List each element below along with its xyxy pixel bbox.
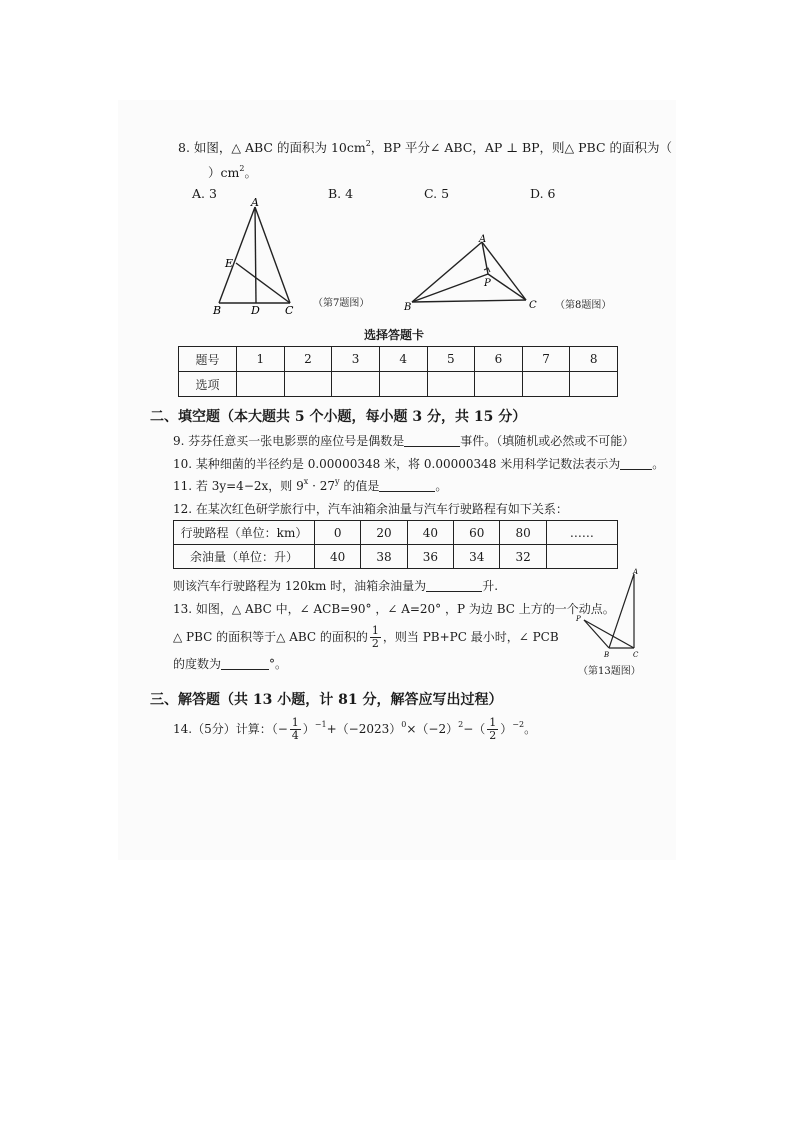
q14-paren2: ） — [500, 722, 513, 736]
q8-line2-text: ）cm — [208, 165, 240, 180]
section3-heading: 三、解答题（共 13 小题，计 81 分，解答应写出过程） — [150, 692, 503, 708]
q12-question — [173, 577, 498, 594]
answer-card-title: 选择答题卡 — [364, 328, 425, 342]
answer-card-table — [178, 346, 618, 397]
q12-row2-label: 余油量（单位：升） — [174, 545, 315, 569]
fig7-segment-ec — [236, 263, 290, 303]
fig13-segment-pb — [584, 620, 609, 648]
q12-distance-cell: 0 — [315, 521, 361, 545]
fig7-label-c: C — [285, 304, 294, 317]
q14-paren1: ） — [302, 722, 315, 736]
q13-frac-denominator: 2 — [371, 637, 379, 650]
q13-line3-end: °。 — [269, 657, 288, 671]
fig8-segment-bp — [412, 274, 488, 302]
q12-question-end: 升. — [482, 579, 499, 593]
fig8-side-bc — [412, 300, 526, 302]
q9-text: 9. 芬芬任意买一张电影票的座位号是偶数是 — [173, 434, 405, 448]
q14-exp1: −1 — [314, 720, 327, 729]
q12-distance-cell: …… — [546, 521, 617, 545]
answer-card-answer-cell[interactable] — [570, 372, 618, 397]
q12-distance-cell: 80 — [500, 521, 546, 545]
fig8-label-b: B — [404, 302, 412, 313]
q14-frac2-denominator: 2 — [489, 729, 497, 742]
answer-card-answer-cell[interactable] — [427, 372, 475, 397]
q11-text-mid: · 27 — [308, 479, 335, 493]
q14 — [173, 715, 536, 743]
answer-card-answer-cell[interactable] — [522, 372, 570, 397]
fig8-side-ac — [482, 242, 526, 300]
q8-text-rest: ，BP 平分∠ ABC，AP ⊥ BP，则△ PBC 的面积为（ — [370, 140, 673, 155]
q8-option-a: A. 3 — [192, 186, 217, 201]
q10 — [173, 455, 664, 472]
q12-fuel-cell: 34 — [454, 545, 500, 569]
q13-line2 — [173, 624, 559, 650]
q10-text-end: 。 — [652, 457, 665, 471]
q12-row1-label: 行驶路程（单位：km） — [174, 521, 315, 545]
answer-card-answer-cell[interactable] — [237, 372, 285, 397]
fig7-label-e: E — [225, 257, 234, 270]
q12-distance-cell: 20 — [361, 521, 407, 545]
q11 — [173, 477, 447, 494]
fig8-segment-pc — [488, 274, 526, 300]
q11-text: 11. 若 3y=4−2x，则 9 — [173, 479, 304, 493]
q11-text-post: 的值是 — [339, 479, 380, 493]
q13-line1: 13. 如图，△ ABC 中，∠ ACB=90° ，∠ A=20° ，P 为边 BC 上方的一个动点。 — [173, 602, 615, 616]
fig8-caption: （第8题图） — [555, 300, 612, 311]
q13-line3 — [173, 655, 287, 672]
q14-fraction-half — [487, 717, 498, 742]
fig8-label-c: C — [529, 300, 537, 311]
fig7-segment-ad — [255, 207, 256, 303]
q8-option-b: B. 4 — [328, 186, 354, 201]
q12-fuel-cell: 32 — [500, 545, 546, 569]
answer-card-number: 7 — [522, 347, 570, 372]
q14-frac2-numerator: 1 — [489, 716, 497, 729]
answer-card-number: 3 — [332, 347, 380, 372]
q8-line1 — [178, 138, 672, 156]
q12-fuel-cell: 38 — [361, 545, 407, 569]
answer-card-number: 2 — [284, 347, 332, 372]
fig7-label-a: A — [251, 196, 259, 209]
q13-answer-blank[interactable] — [221, 657, 269, 670]
fig7-side-ac — [255, 207, 290, 303]
section2-heading: 二、填空题（本大题共 5 个小题，每小题 3 分，共 15 分） — [150, 409, 527, 425]
answer-card-answer-cell[interactable] — [284, 372, 332, 397]
q11-answer-blank[interactable] — [379, 479, 435, 492]
q8-line2 — [208, 163, 257, 181]
q8-line2-end: 。 — [244, 165, 257, 180]
answer-card-row-label: 选项 — [179, 372, 237, 397]
answer-card-number: 8 — [570, 347, 618, 372]
q14-frac1-numerator: 1 — [291, 716, 299, 729]
q14-term4: −（ — [463, 722, 486, 736]
q11-exp-y: y — [334, 477, 340, 486]
figure-8 — [400, 230, 550, 315]
q8-sup: 2 — [365, 139, 371, 148]
q8-option-c: C. 5 — [424, 186, 450, 201]
q13-line2-end: ，则当 PB+PC 最小时，∠ PCB — [382, 630, 559, 644]
fig8-label-a: A — [479, 234, 487, 245]
q14-exp4: −2 — [512, 720, 525, 729]
q12-question-text: 则该汽车行驶路程为 120km 时，油箱余油量为 — [173, 579, 427, 593]
q12-distance-cell: 60 — [454, 521, 500, 545]
fig7-caption: （第7题图） — [313, 298, 370, 309]
q14-frac1-denominator: 4 — [291, 729, 299, 742]
fig13-label-p: P — [576, 615, 581, 623]
q8-line2-sup: 2 — [239, 164, 245, 173]
q14-end: 。 — [524, 722, 537, 736]
q11-text-end: 。 — [435, 479, 448, 493]
q11-exp-x: x — [303, 477, 309, 486]
figure-7 — [205, 195, 310, 320]
q14-exp2: 0 — [401, 720, 407, 729]
figure-13 — [572, 568, 644, 660]
answer-card-answer-cell[interactable] — [332, 372, 380, 397]
q12-fuel-cell: 36 — [407, 545, 453, 569]
fig7-label-b: B — [213, 304, 222, 317]
answer-card-number: 1 — [237, 347, 285, 372]
q14-exp3: 2 — [458, 720, 464, 729]
fig8-label-p: P — [484, 278, 491, 289]
fig8-side-ab — [412, 242, 482, 302]
q12-fuel-cell: 40 — [315, 545, 361, 569]
q14-term2: +（−2023） — [326, 722, 402, 736]
fig13-label-c: C — [633, 651, 639, 659]
q9 — [173, 432, 634, 449]
q12-intro: 12. 在某次红色研学旅行中，汽车油箱余油量与汽车行驶路程有如下关系： — [173, 502, 568, 516]
q9-answer-blank[interactable] — [404, 434, 460, 447]
q9-text-end: 事件。（填随机或必然或不可能） — [460, 434, 635, 448]
answer-card-number: 6 — [475, 347, 523, 372]
q13-line3-text: 的度数为 — [173, 657, 222, 671]
q14-fraction-quarter — [290, 717, 301, 742]
q13-line2-text: △ PBC 的面积等于△ ABC 的面积的 — [173, 630, 368, 644]
q14-text: 14.（5分）计算：（− — [173, 722, 288, 736]
answer-card-number: 5 — [427, 347, 475, 372]
q10-answer-blank[interactable] — [620, 457, 652, 470]
q10-text: 10. 某种细菌的半径约是 0.00000348 米，将 0.00000348 米用科学记数法表示为 — [173, 457, 621, 471]
fig13-side-ab — [609, 574, 634, 648]
fig13-label-b: B — [604, 651, 610, 659]
answer-card-answer-cell[interactable] — [379, 372, 427, 397]
answer-card-header-label: 题号 — [179, 347, 237, 372]
q8-text: 8. 如图，△ ABC 的面积为 10cm — [178, 140, 366, 155]
q13-frac-numerator: 1 — [371, 624, 379, 637]
q13-fraction-half — [370, 625, 381, 650]
q8-option-d: D. 6 — [530, 186, 556, 201]
q12-fuel-cell — [546, 545, 617, 569]
fig13-label-a: A — [633, 568, 639, 576]
answer-card-number: 4 — [379, 347, 427, 372]
q12-answer-blank[interactable] — [426, 579, 482, 592]
fig7-side-ab — [219, 207, 255, 303]
fig13-caption: （第13题图） — [578, 666, 641, 677]
q12-distance-cell: 40 — [407, 521, 453, 545]
q12-table — [173, 520, 618, 569]
fig13-segment-pc — [584, 620, 634, 648]
answer-card-answer-cell[interactable] — [475, 372, 523, 397]
fig7-label-d: D — [251, 304, 260, 317]
q14-term3: ×（−2） — [406, 722, 459, 736]
